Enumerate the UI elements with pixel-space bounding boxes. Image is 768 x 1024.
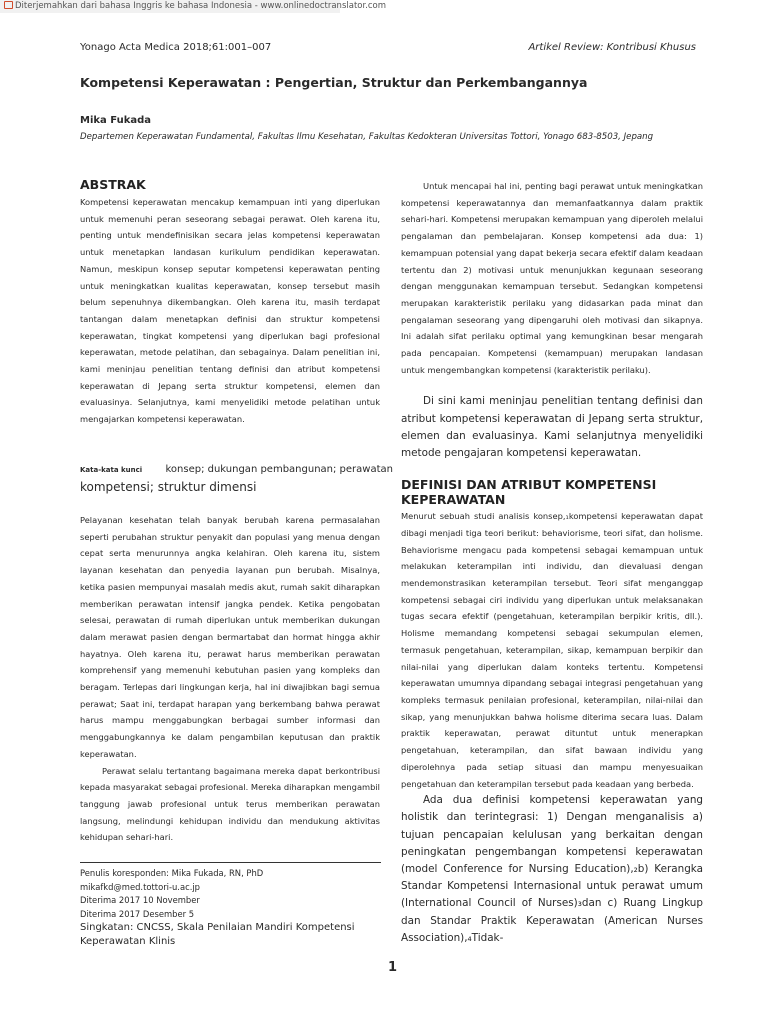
keywords-line1: konsep; dukungan pembangunan; perawatan: [165, 464, 393, 475]
keywords-line2: kompetensi; struktur dimensi: [80, 480, 257, 494]
received-date: Diterima 2017 10 November: [80, 895, 200, 905]
email-link[interactable]: mikafkd@med.tottori-u.ac.jp: [80, 881, 201, 892]
abstract-text: Kompetensi keperawatan mencakup kemampuan inti yang diperlukan untuk memenuhi peran seseorang sebagai perawat. Oleh karena itu, penting untuk mendefinisikan secara jelas kompetensi keperawatan untuk menetapkan landasan kurikulum pendidikan keperawatan. Namun, meskipun konsep seputar kompetensi keperawatan penting untuk meningkatkan kualitas keperawatan, konsep tersebut masih belum sepenuhnya dikembangkan. Oleh karena itu, masih terdapat tantangan dalam menetapkan definisi dan struktur kompetensi keperawatan, tingkat kompetensi yang diperlukan bagi profesional keperawatan, metode pelatihan, dan sebagainya. Dalam penelitian ini, kami meninjau penelitian tentang definisi dan atribut kompetensi keperawatan di Jepang serta struktur kompetensi, elemen dan evaluasinya. Selanjutnya, kami menyelidiki metode pelatihan untuk mengajarkan kompetensi keperawatan.: [80, 197, 380, 425]
correspondence-line: Penulis koresponden: Mika Fukada, RN, PhD: [80, 868, 264, 878]
article-type: Artikel Review: Kontribusi Khusus: [528, 42, 696, 53]
author-affiliation: Departemen Keperawatan Fundamental, Fakultas Ilmu Kesehatan, Fakultas Kedokteran Universitas Tottori, Yonago 683-8503, Jepang: [80, 132, 654, 142]
right-paragraph-4: Ada dua definisi kompetensi keperawatan yang holistik dan terintegrasi: 1) Dengan menganalisis a) tujuan pencapaian kelulusan yang berkaitan dengan peningkatan pengembangan kompetensi keperawatan (model Conference for Nursing Education),₂b) Kerangka Standar Kompetensi Internasional untuk perawat umum (International Council of Nurses)₃dan c) Ruang Lingkup dan Standar Praktik Keperawatan (American Nurses Association),₄Tidak-: [401, 794, 703, 944]
accepted-date: Diterima 2017 Desember 5: [80, 908, 195, 919]
abbreviations-line-1: Singkatan: CNCSS, Skala Penilaian Mandiri Kompetensi: [80, 922, 355, 933]
footnotes: [80, 867, 381, 948]
abbreviations-line-2: Keperawatan Klinis: [80, 935, 176, 947]
right-paragraph-1: Untuk mencapai hal ini, penting bagi perawat untuk meningkatkan kompetensi keperawatannya dan memanfaatkannya dalam praktik sehari-hari. Kompetensi merupakan kemampuan yang diperoleh melalui pengalaman dan pembelajaran. Konsep kompetensi ada dua: 1) kemampuan potensial yang dapat bekerja secara efektif dalam keadaan tertentu dan 2) motivasi untuk menunjukkan kegunaan seseorang dengan menggunakan kemampuan tersebut. Sedangkan kompetensi merupakan karakteristik perilaku yang didasarkan pada minat dan pengalaman seseorang yang dipengaruhi oleh motivasi dan sikapnya. Ini adalah sifat perilaku optimal yang kemungkinan besar mengarah pada pencapaian. Kompetensi (kemampuan) merupakan landasan untuk mengembangkan kompetensi (karakteristik perilaku).: [401, 181, 703, 375]
translator-logo-icon: [4, 1, 13, 9]
intro-paragraph-1: Pelayanan kesehatan telah banyak berubah karena permasalahan seperti perubahan struktur penyakit dan populasi yang menua dengan cepat serta menurunnya angka kelahiran. Oleh karena itu, sistem layanan kesehatan dan penyedia layanan pun berubah. Misalnya, ketika pasien mempunyai masalah medis akut, rumah sakit diharapkan memberikan perawatan intensif jangka pendek. Ketika pengobatan selesai, perawatan di rumah diperlukan untuk memberikan dukungan dalam merawat pasien dengan bermartabat dan hormat hingga akhir hayatnya. Oleh karena itu, perawat harus memberikan perawatan komprehensif yang memenuhi kebutuhan pasien yang kompleks dan beragam. Terlepas dari lingkungan kerja, hal ini diwajibkan bagi semua perawat; Saat ini, terdapat harapan yang berkembang bahwa perawat harus mampu menggabungkan berbagai sumber informasi dan menggabungkannya ke dalam pengambilan keputusan dan praktik keperawatan.: [80, 515, 380, 759]
banner-text[interactable]: Diterjemahkan dari bahasa Inggris ke bahasa Indonesia - www.onlinedoctranslator.com: [15, 1, 387, 11]
article-title: Kompetensi Keperawatan : Pengertian, Struktur dan Perkembangannya: [80, 75, 588, 90]
author-name: Mika Fukada: [80, 115, 152, 126]
section-heading-definisi: [401, 477, 703, 507]
intro-paragraph-2: Perawat selalu tertantang bagaimana mereka dapat berkontribusi kepada masyarakat sebagai profesional. Mereka diharapkan mengambil tanggung jawab profesional untuk terus memberikan perawatan langsung, melindungi kehidupan individu dan mendukung aktivitas kehidupan sehari-hari.: [80, 765, 380, 843]
abstract-heading: ABSTRAK: [80, 177, 146, 192]
footnote-divider: [80, 862, 381, 863]
introduction-section: [80, 512, 380, 846]
right-column: [401, 178, 703, 947]
right-paragraph-3: Menurut sebuah studi analisis konsep,₁kompetensi keperawatan dapat dibagi menjadi tiga teori berikut: behaviorisme, teori sifat, dan holisme. Behaviorisme mengacu pada kompetensi sebagai kemampuan untuk melakukan keterampilan inti individu, dan dievaluasi dengan mendemonstrasikan keterampilan tersebut. Teori sifat menganggap kompetensi sebagai ciri individu yang diperlukan untuk melaksanakan tugas secara efektif (pengetahuan, keterampilan berpikir kritis, dll.). Holisme memandang kompetensi sebagai sekumpulan elemen, termasuk pengetahuan, keterampilan, sikap, kemampuan berpikir dan nilai-nilai yang diperlukan dalam konteks tertentu. Kompetensi keperawatan umumnya dipandang sebagai integrasi pengetahuan yang kompleks termasuk penilaian profesional, keterampilan, nilai-nilai dan sikap, yang menunjukkan bahwa holisme diterima secara luas. Dalam praktik keperawatan, perawat dituntut untuk menerapkan pengetahuan, keterampilan, dan sifat bawaan individu yang diperolehnya pada setiap situasi dan mampu menyesuaikan pengetahuan dan keterampilan tersebut pada keadaan yang berbeda.: [401, 511, 703, 789]
right-paragraph-2: Di sini kami meninjau penelitian tentang definisi dan atribut kompetensi keperawatan di Jepang serta struktur, elemen dan evaluasinya. Kami selanjutnya menyelidiki metode pengajaran kompetensi keperawatan.: [401, 395, 703, 460]
abstract-section: [80, 177, 380, 428]
section-heading-line-1: DEFINISI DAN ATRIBUT KOMPETENSI: [401, 477, 657, 493]
translation-banner[interactable]: [0, 0, 387, 13]
keywords-section: [80, 461, 393, 495]
keywords-label: Kata-kata kunci: [80, 466, 143, 474]
section-heading-line-2: KEPERAWATAN: [401, 492, 506, 508]
page-number: 1: [388, 960, 398, 975]
journal-citation: Yonago Acta Medica 2018;61:001–007: [80, 42, 272, 53]
